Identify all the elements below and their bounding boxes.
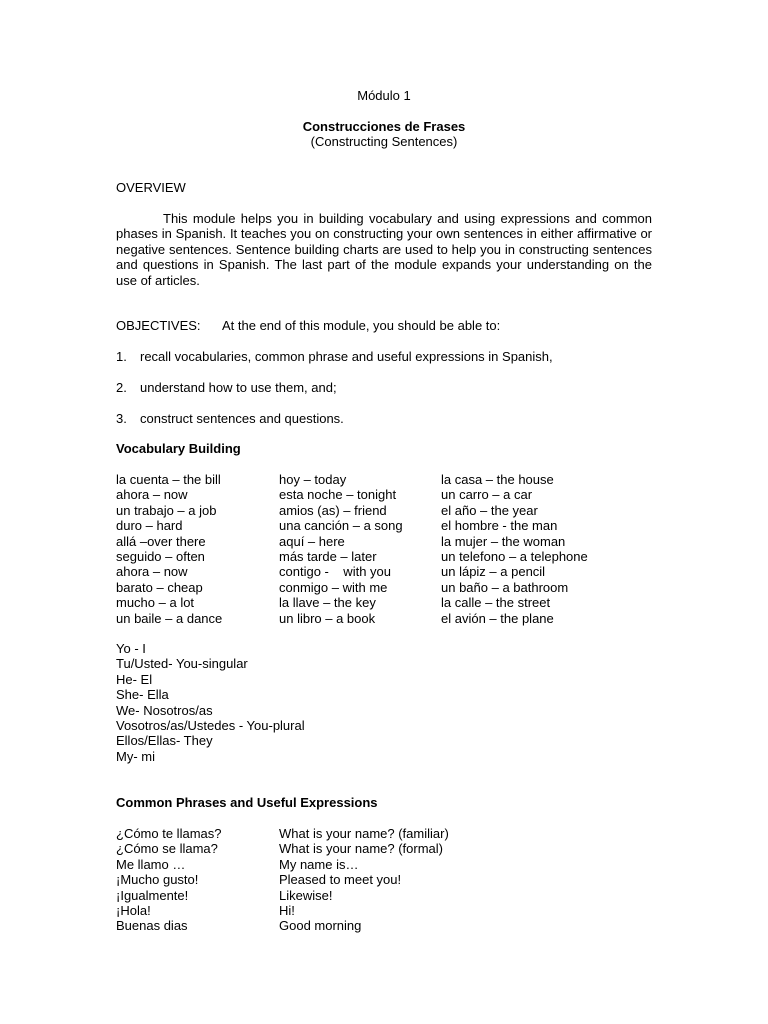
pronoun-item: She- Ella [116,687,169,703]
vocab-item: un baño – a bathroom [441,579,569,595]
phrase-english: Pleased to meet you! [279,872,402,888]
phrase-english: My name is… [279,856,359,872]
vocab-item: contigo - with you [279,564,391,580]
pronoun-item: Yo - I [116,641,146,656]
vocab-item: un telefono – a telephone [441,548,588,564]
page-subtitle: (Constructing Sentences) [310,134,458,149]
objectives-list [116,349,553,364]
phrase-spanish: ¿Cómo se llama? [116,841,218,857]
vocab-item: el hombre - the man [441,518,558,534]
vocab-item: aquí – here [279,533,345,549]
phrase-spanish: ¡Hola! [116,902,151,918]
phrase-english: Likewise! [279,887,333,903]
pronoun-list [116,641,305,764]
vocab-item: seguido – often [116,548,205,564]
phrase-english: What is your name? (familiar) [279,826,449,841]
objectives-intro: At the end of this module, you should be able to: [222,318,501,333]
vocabulary-column-2 [279,472,403,626]
objectives-list-3 [116,411,344,426]
phrase-spanish: ¿Cómo te llamas? [116,826,222,841]
module-number: Módulo 1 [357,88,411,103]
vocab-item: un trabajo – a job [116,502,217,518]
phrase-spanish: Buenas dias [116,918,188,934]
vocab-item: un libro – a book [279,610,376,626]
vocab-item: la cuenta – the bill [116,472,221,487]
vocab-item: conmigo – with me [279,579,388,595]
vocab-item: mucho – a lot [116,595,195,611]
phrases-spanish-column [116,826,221,934]
vocab-item: más tarde – later [279,548,377,564]
page-title: Construcciones de Frases [302,119,466,134]
overview-text: This module helps you in building vocabulary and using expressions and common phases in Spanish. It teaches you on constructing your own sentences in either affirmative or negative sentences. Sentence building charts are used to help you in constructing sentences and questions in Spanish. The last part of the module expands your understanding on the use of articles. [116,211,652,288]
objective-item: 2. understand how to use them, and; [116,380,337,395]
vocab-item: un carro – a car [441,487,533,503]
vocab-item: barato – cheap [116,579,203,595]
vocab-item: un baile – a dance [116,610,223,626]
phrase-spanish: ¡Mucho gusto! [116,872,199,888]
phrases-english-column [279,826,449,934]
vocab-item: allá –over there [116,533,206,549]
phrase-spanish: ¡Igualmente! [116,887,189,903]
vocab-item: la calle – the street [441,595,551,611]
vocab-item: la llave – the key [279,595,376,611]
vocab-item: ahora – now [116,564,188,580]
objective-item: 3. construct sentences and questions. [116,411,344,426]
vocab-item: el avión – the plane [441,610,554,626]
pronoun-item: My- mi [116,748,155,764]
pronoun-item: Tu/Usted- You-singular [116,656,248,672]
vocab-item: el año – the year [441,502,538,518]
overview-heading: OVERVIEW [116,180,186,195]
vocab-item: un lápiz – a pencil [441,564,546,580]
pronoun-item: Ellos/Ellas- They [116,733,213,749]
objectives-heading: OBJECTIVES: [116,318,201,333]
objectives-list-2 [116,380,337,395]
phrases-heading: Common Phrases and Useful Expressions [116,795,378,810]
vocab-item: la casa – the house [441,472,554,487]
pronoun-item: We- Nosotros/as [116,702,213,718]
vocab-item: duro – hard [116,518,183,534]
vocab-item: ahora – now [116,487,188,503]
pronoun-item: Vosotros/as/Ustedes - You-plural [116,717,305,733]
vocab-item: hoy – today [279,472,347,487]
phrase-english: Good morning [279,918,362,934]
vocab-item: esta noche – tonight [279,487,397,503]
phrase-english: What is your name? (formal) [279,841,443,857]
phrase-spanish: Me llamo … [116,856,186,872]
pronoun-item: He- El [116,671,153,687]
vocab-item: amios (as) – friend [279,502,387,518]
vocabulary-column-3 [441,472,588,626]
vocab-item: una canción – a song [279,518,403,534]
objective-item: 1. recall vocabularies, common phrase and useful expressions in Spanish, [116,349,553,364]
overview-paragraph [116,211,652,288]
vocab-item: la mujer – the woman [441,533,566,549]
vocabulary-heading: Vocabulary Building [116,441,241,456]
phrase-english: Hi! [279,902,295,918]
vocabulary-column-1 [116,472,222,626]
